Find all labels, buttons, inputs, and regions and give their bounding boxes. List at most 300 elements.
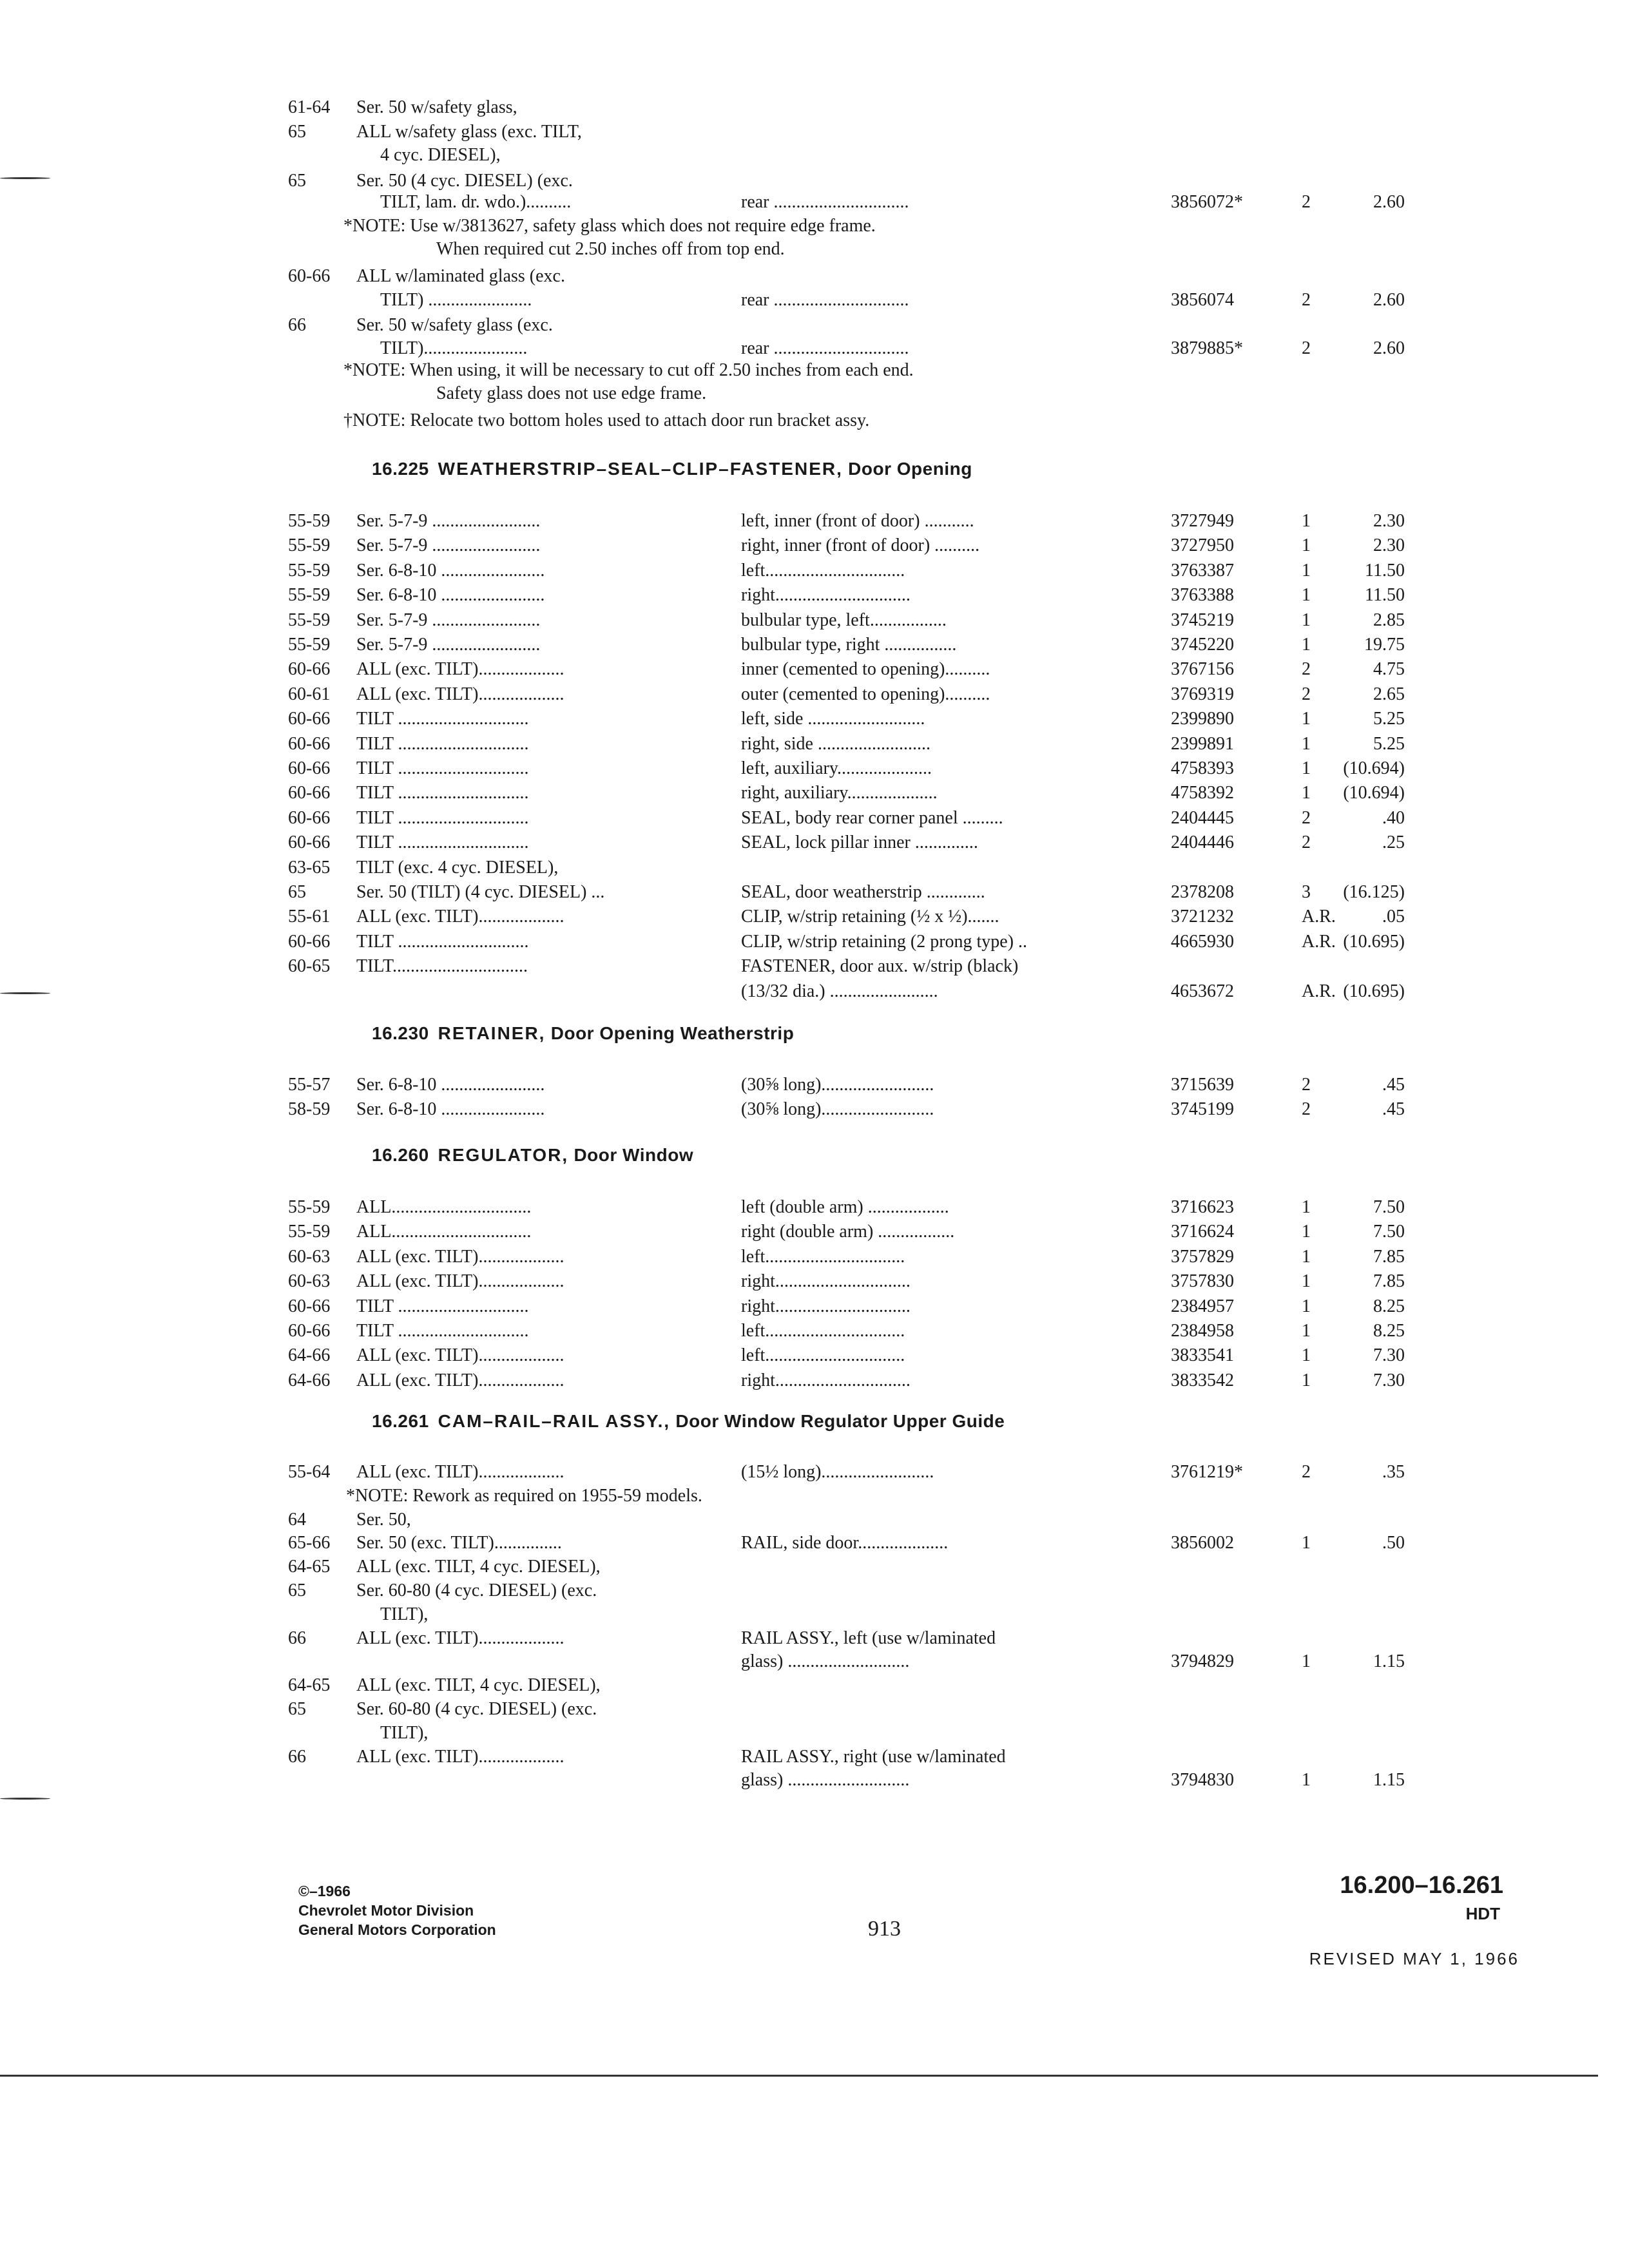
section-title: CAM–RAIL–RAIL ASSY., bbox=[438, 1411, 671, 1431]
year-range: 60-66 bbox=[288, 266, 331, 286]
application: TILT, lam. dr. wdo.).......... bbox=[380, 192, 572, 212]
year-range: 66 bbox=[288, 315, 306, 335]
application: ALL............................... bbox=[356, 1197, 532, 1217]
part-number: 3721232 bbox=[1171, 907, 1234, 927]
year-range: 55-59 bbox=[288, 610, 331, 630]
section-heading bbox=[372, 1023, 794, 1044]
table-row bbox=[0, 831, 1629, 855]
price: 2.60 bbox=[1373, 338, 1405, 358]
description: (13/32 dia.) ........................ bbox=[741, 981, 938, 1001]
table-row bbox=[0, 657, 1629, 682]
description: glass) ........................... bbox=[741, 1651, 910, 1671]
price: (16.125) bbox=[1343, 882, 1405, 902]
section-subtitle: Door Opening Weatherstrip bbox=[550, 1023, 795, 1043]
part-number: 3856072* bbox=[1171, 192, 1243, 212]
application: TILT ............................. bbox=[356, 832, 529, 852]
table-row bbox=[0, 930, 1629, 954]
year-range: 64 bbox=[288, 1510, 306, 1530]
application: Ser. 50 w/safety glass (exc. bbox=[356, 315, 553, 335]
application: TILT)....................... bbox=[380, 338, 528, 358]
year-range: 60-66 bbox=[288, 932, 331, 952]
table-row bbox=[0, 1673, 1629, 1698]
part-number: 2399890 bbox=[1171, 709, 1234, 729]
price: 19.75 bbox=[1364, 635, 1405, 655]
description: (30⅝ long)......................... bbox=[741, 1099, 934, 1119]
table-row bbox=[0, 1460, 1629, 1485]
part-number: 3833542 bbox=[1171, 1370, 1234, 1390]
price: 7.50 bbox=[1373, 1222, 1405, 1242]
quantity: A.R. bbox=[1302, 907, 1336, 927]
application: ALL w/laminated glass (exc. bbox=[356, 266, 565, 286]
price: 7.85 bbox=[1373, 1271, 1405, 1291]
table-row bbox=[0, 756, 1629, 781]
table-row bbox=[0, 1768, 1629, 1792]
year-range: 60-63 bbox=[288, 1247, 331, 1267]
part-number: 3763387 bbox=[1171, 561, 1234, 581]
year-range: 65 bbox=[288, 1699, 306, 1719]
year-range: 60-66 bbox=[288, 659, 331, 679]
year-range: 55-59 bbox=[288, 535, 331, 555]
table-row bbox=[0, 1602, 1629, 1627]
part-number: 3856074 bbox=[1171, 290, 1234, 310]
quantity: 1 bbox=[1302, 1321, 1311, 1341]
footer-division: Chevrolet Motor Division bbox=[298, 1902, 474, 1919]
year-range: 55-61 bbox=[288, 907, 331, 927]
application: Ser. 6-8-10 ....................... bbox=[356, 1099, 545, 1119]
quantity: 1 bbox=[1302, 758, 1311, 778]
application: ALL w/safety glass (exc. TILT, bbox=[356, 122, 582, 142]
quantity: 1 bbox=[1302, 734, 1311, 754]
description: rear .............................. bbox=[741, 338, 909, 358]
price: 1.15 bbox=[1373, 1770, 1405, 1790]
year-range: 55-64 bbox=[288, 1462, 331, 1482]
part-number: 3794829 bbox=[1171, 1651, 1234, 1671]
table-row bbox=[0, 1343, 1629, 1368]
year-range: 60-66 bbox=[288, 832, 331, 852]
quantity: 1 bbox=[1302, 709, 1311, 729]
quantity: 1 bbox=[1302, 1770, 1311, 1790]
quantity: 1 bbox=[1302, 561, 1311, 581]
description: (15½ long)......................... bbox=[741, 1462, 934, 1482]
part-number: 3757830 bbox=[1171, 1271, 1234, 1291]
description: FASTENER, door aux. w/strip (black) bbox=[741, 956, 1019, 976]
description: right.............................. bbox=[741, 585, 911, 605]
application: Ser. 5-7-9 ........................ bbox=[356, 635, 541, 655]
quantity: 1 bbox=[1302, 1271, 1311, 1291]
year-range: 60-66 bbox=[288, 1321, 331, 1341]
year-range: 63-65 bbox=[288, 858, 331, 878]
application: ALL (exc. TILT)................... bbox=[356, 1462, 564, 1482]
price: 8.25 bbox=[1373, 1321, 1405, 1341]
description: left............................... bbox=[741, 1345, 905, 1365]
price: .40 bbox=[1382, 808, 1405, 828]
quantity: 1 bbox=[1302, 1533, 1311, 1553]
year-range: 60-66 bbox=[288, 709, 331, 729]
description: left (double arm) .................. bbox=[741, 1197, 949, 1217]
note-text: *NOTE: When using, it will be necessary to cut off 2.50 inches from each end. bbox=[343, 360, 914, 380]
year-range: 65 bbox=[288, 882, 306, 902]
description: RAIL ASSY., left (use w/laminated bbox=[741, 1628, 996, 1648]
quantity: 1 bbox=[1302, 1296, 1311, 1316]
table-row bbox=[0, 1073, 1629, 1097]
price: .45 bbox=[1382, 1075, 1405, 1095]
application: ALL............................... bbox=[356, 1222, 532, 1242]
part-number: 3833541 bbox=[1171, 1345, 1234, 1365]
application: Ser. 5-7-9 ........................ bbox=[356, 610, 541, 630]
year-range: 65 bbox=[288, 171, 306, 191]
table-row bbox=[0, 313, 1629, 338]
year-range: 65-66 bbox=[288, 1533, 331, 1553]
application: ALL (exc. TILT)................... bbox=[356, 1271, 564, 1291]
section-subtitle: Door Opening bbox=[848, 459, 972, 479]
application: TILT ............................. bbox=[356, 709, 529, 729]
application: TILT), bbox=[380, 1604, 429, 1624]
part-number: 2399891 bbox=[1171, 734, 1234, 754]
year-range: 55-59 bbox=[288, 1197, 331, 1217]
bottom-rule bbox=[0, 2075, 1598, 2077]
note-text: †NOTE: Relocate two bottom holes used to attach door run bracket assy. bbox=[343, 410, 870, 430]
section-number: 16.260 bbox=[372, 1145, 429, 1165]
description: left............................... bbox=[741, 1321, 905, 1341]
application: Ser. 50, bbox=[356, 1510, 411, 1530]
footer-corporation: General Motors Corporation bbox=[298, 1921, 496, 1938]
table-row bbox=[0, 954, 1629, 979]
part-number: 4665930 bbox=[1171, 932, 1234, 952]
table-row bbox=[0, 1220, 1629, 1244]
note-text: *NOTE: Use w/3813627, safety glass which does not require edge frame. bbox=[343, 216, 876, 236]
part-number: 4758392 bbox=[1171, 783, 1234, 803]
year-range: 66 bbox=[288, 1747, 306, 1767]
year-range: 60-66 bbox=[288, 758, 331, 778]
quantity: 1 bbox=[1302, 511, 1311, 531]
table-row bbox=[0, 1721, 1629, 1745]
price: (10.695) bbox=[1343, 932, 1405, 952]
page-number: 913 bbox=[868, 1917, 901, 1941]
application: TILT ............................. bbox=[356, 1296, 529, 1316]
note-text: Safety glass does not use edge frame. bbox=[436, 383, 707, 403]
quantity: 3 bbox=[1302, 882, 1311, 902]
part-number: 3727950 bbox=[1171, 535, 1234, 555]
table-row bbox=[0, 1697, 1629, 1722]
description: rear .............................. bbox=[741, 192, 909, 212]
year-range: 55-59 bbox=[288, 511, 331, 531]
quantity: 2 bbox=[1302, 290, 1311, 310]
section-number: 16.225 bbox=[372, 459, 429, 479]
quantity: 1 bbox=[1302, 1247, 1311, 1267]
part-number: 3879885* bbox=[1171, 338, 1243, 358]
application: Ser. 6-8-10 ....................... bbox=[356, 1075, 545, 1095]
year-range: 60-66 bbox=[288, 1296, 331, 1316]
table-row bbox=[0, 1245, 1629, 1269]
application: Ser. 5-7-9 ........................ bbox=[356, 511, 541, 531]
table-row bbox=[0, 264, 1629, 289]
table-row bbox=[0, 905, 1629, 929]
description: bulbular type, left................. bbox=[741, 610, 947, 630]
note-text: *NOTE: Rework as required on 1955-59 models. bbox=[346, 1486, 702, 1506]
price: 7.85 bbox=[1373, 1247, 1405, 1267]
table-row bbox=[0, 1195, 1629, 1220]
quantity: 2 bbox=[1302, 659, 1311, 679]
section-number: 16.261 bbox=[372, 1411, 429, 1431]
quantity: 2 bbox=[1302, 192, 1311, 212]
application: TILT) ....................... bbox=[380, 290, 532, 310]
year-range: 64-65 bbox=[288, 1675, 331, 1695]
section-title: WEATHERSTRIP–SEAL–CLIP–FASTENER, bbox=[438, 459, 843, 479]
application: TILT ............................. bbox=[356, 808, 529, 828]
quantity: 1 bbox=[1302, 1345, 1311, 1365]
description: right, auxiliary.................... bbox=[741, 783, 938, 803]
price: 1.15 bbox=[1373, 1651, 1405, 1671]
table-row bbox=[0, 190, 1629, 215]
description: CLIP, w/strip retaining (2 prong type) .. bbox=[741, 932, 1028, 952]
year-range: 55-59 bbox=[288, 561, 331, 581]
catalog-code: HDT bbox=[1465, 1904, 1500, 1923]
description: bulbular type, right ................ bbox=[741, 635, 957, 655]
revision-date: REVISED MAY 1, 1966 bbox=[1309, 1949, 1519, 1968]
part-number: 3745220 bbox=[1171, 635, 1234, 655]
quantity: 1 bbox=[1302, 1370, 1311, 1390]
description: left............................... bbox=[741, 561, 905, 581]
part-number: 3767156 bbox=[1171, 659, 1234, 679]
year-range: 64-66 bbox=[288, 1370, 331, 1390]
table-row bbox=[0, 880, 1629, 905]
price: .25 bbox=[1382, 832, 1405, 852]
application: TILT ............................. bbox=[356, 758, 529, 778]
description: right.............................. bbox=[741, 1370, 911, 1390]
table-row bbox=[0, 288, 1629, 312]
description: inner (cemented to opening).......... bbox=[741, 659, 990, 679]
year-range: 60-66 bbox=[288, 783, 331, 803]
footer-copyright: ©–1966 bbox=[298, 1883, 351, 1899]
description: (30⅝ long)......................... bbox=[741, 1075, 934, 1095]
section-subtitle: Door Window bbox=[574, 1145, 694, 1165]
part-number: 3716623 bbox=[1171, 1197, 1234, 1217]
quantity: A.R. bbox=[1302, 932, 1336, 952]
application: Ser. 60-80 (4 cyc. DIESEL) (exc. bbox=[356, 1581, 597, 1600]
quantity: 2 bbox=[1302, 808, 1311, 828]
application: TILT), bbox=[380, 1723, 429, 1743]
application: ALL (exc. TILT)................... bbox=[356, 1370, 564, 1390]
part-number: 3745199 bbox=[1171, 1099, 1234, 1119]
year-range: 55-59 bbox=[288, 635, 331, 655]
price: 5.25 bbox=[1373, 734, 1405, 754]
description: CLIP, w/strip retaining (½ x ½)....... bbox=[741, 907, 999, 927]
quantity: 1 bbox=[1302, 783, 1311, 803]
application: Ser. 60-80 (4 cyc. DIESEL) (exc. bbox=[356, 1699, 597, 1719]
application: ALL (exc. TILT)................... bbox=[356, 1247, 564, 1267]
description: right, side ......................... bbox=[741, 734, 930, 754]
table-row bbox=[0, 1649, 1629, 1674]
application: ALL (exc. TILT)................... bbox=[356, 684, 564, 704]
table-row bbox=[0, 1626, 1629, 1651]
description: SEAL, body rear corner panel ......... bbox=[741, 808, 1003, 828]
table-row bbox=[0, 509, 1629, 533]
table-row bbox=[0, 1269, 1629, 1294]
price: 2.60 bbox=[1373, 290, 1405, 310]
quantity: 1 bbox=[1302, 1197, 1311, 1217]
year-range: 60-63 bbox=[288, 1271, 331, 1291]
application: ALL (exc. TILT, 4 cyc. DIESEL), bbox=[356, 1557, 601, 1577]
quantity: 2 bbox=[1302, 338, 1311, 358]
table-row bbox=[0, 1484, 1629, 1508]
quantity: 1 bbox=[1302, 1651, 1311, 1671]
table-row bbox=[0, 336, 1629, 361]
section-title: REGULATOR, bbox=[438, 1145, 569, 1165]
application: ALL (exc. TILT)................... bbox=[356, 1628, 564, 1648]
description: left, inner (front of door) ........... bbox=[741, 511, 974, 531]
part-number: 3757829 bbox=[1171, 1247, 1234, 1267]
part-number: 3715639 bbox=[1171, 1075, 1234, 1095]
application: 4 cyc. DIESEL), bbox=[380, 145, 501, 165]
table-row bbox=[0, 559, 1629, 583]
price: 2.30 bbox=[1373, 535, 1405, 555]
price: 7.50 bbox=[1373, 1197, 1405, 1217]
description: outer (cemented to opening).......... bbox=[741, 684, 990, 704]
application: Ser. 5-7-9 ........................ bbox=[356, 535, 541, 555]
binder-mark bbox=[0, 1798, 50, 1800]
price: 8.25 bbox=[1373, 1296, 1405, 1316]
application: Ser. 50 w/safety glass, bbox=[356, 97, 517, 117]
year-range: 55-59 bbox=[288, 1222, 331, 1242]
description: RAIL ASSY., right (use w/laminated bbox=[741, 1747, 1006, 1767]
price: 7.30 bbox=[1373, 1345, 1405, 1365]
table-row bbox=[0, 806, 1629, 831]
section-heading bbox=[372, 1145, 693, 1166]
table-row bbox=[0, 781, 1629, 805]
table-row bbox=[0, 120, 1629, 144]
price: .35 bbox=[1382, 1462, 1405, 1482]
price: .50 bbox=[1382, 1533, 1405, 1553]
table-row bbox=[0, 1319, 1629, 1343]
quantity: 1 bbox=[1302, 610, 1311, 630]
table-row bbox=[0, 1369, 1629, 1393]
part-number: 3761219* bbox=[1171, 1462, 1243, 1482]
description: glass) ........................... bbox=[741, 1770, 910, 1790]
part-number: 3769319 bbox=[1171, 684, 1234, 704]
table-row bbox=[0, 1555, 1629, 1579]
table-row bbox=[0, 682, 1629, 707]
table-row bbox=[0, 95, 1629, 120]
quantity: 2 bbox=[1302, 684, 1311, 704]
part-number: 3763388 bbox=[1171, 585, 1234, 605]
year-range: 60-66 bbox=[288, 808, 331, 828]
table-row bbox=[0, 583, 1629, 608]
description: right, inner (front of door) .......... bbox=[741, 535, 980, 555]
description: right (double arm) ................. bbox=[741, 1222, 955, 1242]
table-row bbox=[0, 533, 1629, 558]
section-title: RETAINER, bbox=[438, 1023, 546, 1043]
application: Ser. 50 (TILT) (4 cyc. DIESEL) ... bbox=[356, 882, 605, 902]
table-row bbox=[0, 732, 1629, 756]
year-range: 60-66 bbox=[288, 734, 331, 754]
quantity: 1 bbox=[1302, 635, 1311, 655]
description: left, auxiliary..................... bbox=[741, 758, 932, 778]
part-number: 3727949 bbox=[1171, 511, 1234, 531]
table-row bbox=[0, 1508, 1629, 1532]
table-row bbox=[0, 1294, 1629, 1319]
price: (10.695) bbox=[1343, 981, 1405, 1001]
note-text: When required cut 2.50 inches off from top end. bbox=[436, 239, 785, 259]
year-range: 64-66 bbox=[288, 1345, 331, 1365]
price: 4.75 bbox=[1373, 659, 1405, 679]
year-range: 60-65 bbox=[288, 956, 331, 976]
section-range: 16.200–16.261 bbox=[1340, 1872, 1503, 1899]
price: 2.30 bbox=[1373, 511, 1405, 531]
part-number: 4758393 bbox=[1171, 758, 1234, 778]
application: Ser. 6-8-10 ....................... bbox=[356, 585, 545, 605]
section-heading bbox=[372, 1411, 1005, 1432]
quantity: A.R. bbox=[1302, 981, 1336, 1001]
year-range: 55-57 bbox=[288, 1075, 331, 1095]
application: ALL (exc. TILT)................... bbox=[356, 1747, 564, 1767]
year-range: 66 bbox=[288, 1628, 306, 1648]
year-range: 58-59 bbox=[288, 1099, 331, 1119]
quantity: 2 bbox=[1302, 1462, 1311, 1482]
application: Ser. 6-8-10 ....................... bbox=[356, 561, 545, 581]
price: 5.25 bbox=[1373, 709, 1405, 729]
quantity: 1 bbox=[1302, 585, 1311, 605]
part-number: 2384957 bbox=[1171, 1296, 1234, 1316]
table-row bbox=[0, 1745, 1629, 1769]
year-range: 60-61 bbox=[288, 684, 331, 704]
quantity: 1 bbox=[1302, 1222, 1311, 1242]
part-number: 2384958 bbox=[1171, 1321, 1234, 1341]
section-heading bbox=[372, 459, 972, 479]
table-row bbox=[0, 1579, 1629, 1603]
application: TILT ............................. bbox=[356, 932, 529, 952]
application: TILT (exc. 4 cyc. DIESEL), bbox=[356, 858, 559, 878]
price: 2.65 bbox=[1373, 684, 1405, 704]
table-row bbox=[0, 707, 1629, 731]
quantity: 2 bbox=[1302, 1075, 1311, 1095]
table-row bbox=[0, 1097, 1629, 1122]
part-number: 3856002 bbox=[1171, 1533, 1234, 1553]
application: TILT.............................. bbox=[356, 956, 528, 976]
section-subtitle: Door Window Regulator Upper Guide bbox=[675, 1411, 1005, 1431]
part-number: 2404445 bbox=[1171, 808, 1234, 828]
part-number: 2378208 bbox=[1171, 882, 1234, 902]
description: right.............................. bbox=[741, 1271, 911, 1291]
application: Ser. 50 (exc. TILT)............... bbox=[356, 1533, 562, 1553]
description: RAIL, side door.................... bbox=[741, 1533, 949, 1553]
application: ALL (exc. TILT, 4 cyc. DIESEL), bbox=[356, 1675, 601, 1695]
price: .45 bbox=[1382, 1099, 1405, 1119]
application: TILT ............................. bbox=[356, 1321, 529, 1341]
price: 7.30 bbox=[1373, 1370, 1405, 1390]
application: TILT ............................. bbox=[356, 783, 529, 803]
description: SEAL, door weatherstrip ............. bbox=[741, 882, 985, 902]
application: ALL (exc. TILT)................... bbox=[356, 659, 564, 679]
price: (10.694) bbox=[1343, 758, 1405, 778]
table-row bbox=[0, 979, 1629, 1004]
table-row bbox=[0, 608, 1629, 633]
part-number: 2404446 bbox=[1171, 832, 1234, 852]
year-range: 55-59 bbox=[288, 585, 331, 605]
application: ALL (exc. TILT)................... bbox=[356, 907, 564, 927]
part-number: 4653672 bbox=[1171, 981, 1234, 1001]
price: 2.60 bbox=[1373, 192, 1405, 212]
description: right.............................. bbox=[741, 1296, 911, 1316]
application: ALL (exc. TILT)................... bbox=[356, 1345, 564, 1365]
price: 11.50 bbox=[1365, 585, 1405, 605]
price: .05 bbox=[1382, 907, 1405, 927]
price: (10.694) bbox=[1343, 783, 1405, 803]
quantity: 2 bbox=[1302, 1099, 1311, 1119]
description: left, side .......................... bbox=[741, 709, 925, 729]
application: Ser. 50 (4 cyc. DIESEL) (exc. bbox=[356, 171, 573, 191]
table-row bbox=[0, 1531, 1629, 1555]
description: left............................... bbox=[741, 1247, 905, 1267]
